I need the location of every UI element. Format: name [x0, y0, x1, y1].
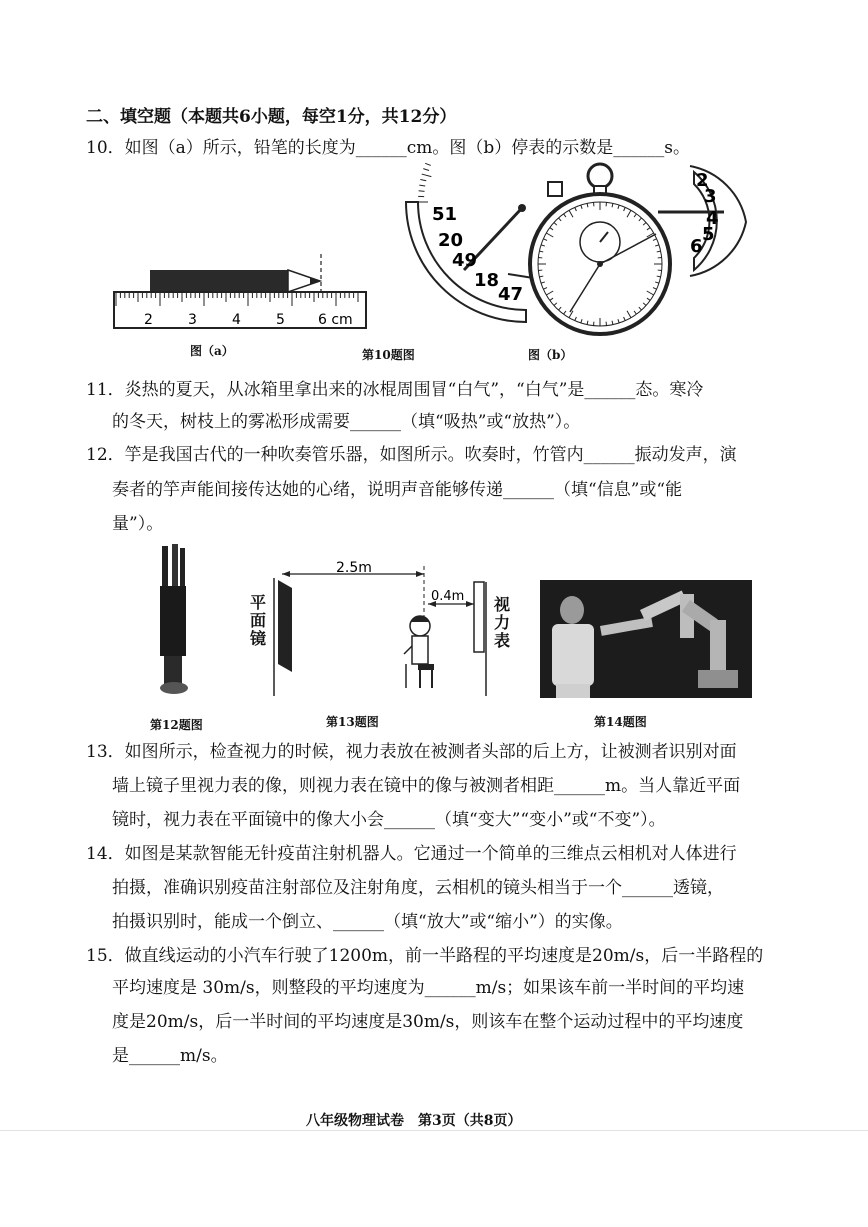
section-title: 二、填空题（本题共6小题，每空1分，共12分） — [86, 107, 457, 127]
ruler-label-4: 4 — [232, 312, 241, 328]
caption-fig-10: 第10题图 — [362, 348, 415, 362]
inner-label-2: 2 — [696, 170, 709, 191]
inner-label-5: 5 — [702, 224, 715, 245]
inner-label-3: 3 — [704, 186, 717, 207]
outer-label-51: 51 — [432, 204, 458, 225]
outer-label-18: 18 — [474, 270, 500, 291]
chart-label: 视力表 — [494, 595, 511, 650]
mirror-label: 平面镜 — [250, 593, 267, 648]
inner-label-6: 6 — [690, 236, 703, 257]
question-10-text: 10．如图（a）所示，铅笔的长度为______cm。图（b）停表的示数是______s。 — [86, 138, 691, 158]
question-13-line2: 墙上镜子里视力表的像，则视力表在镜中的像与被测者相距______m。当人靠近平面 — [112, 776, 741, 796]
figure-10a-ruler-pencil — [110, 248, 372, 334]
footer-divider — [0, 1130, 868, 1131]
inner-label-4: 4 — [706, 208, 719, 229]
question-12-line2: 奏者的竽声能间接传达她的心绪，说明声音能够传递______（填“信息”或“能 — [112, 480, 683, 500]
caption-fig-a: 图（a） — [190, 344, 234, 358]
watch-crown-ring — [588, 164, 612, 188]
question-15-line1: 15．做直线运动的小汽车行驶了1200m，前一半路程的平均速度是20m/s，后一半路程的 — [86, 946, 764, 966]
figure-14-robot-photo — [540, 580, 752, 698]
caption-fig-12: 第12题图 — [150, 718, 203, 732]
watch-button — [548, 182, 562, 196]
question-15-line3: 度是20m/s，后一半时间的平均速度是30m/s，则该车在整个运动过程中的平均速度 — [112, 1012, 744, 1032]
question-14-line1: 14．如图是某款智能无针疫苗注射机器人。它通过一个简单的三维点云相机对人体进行 — [86, 844, 737, 864]
eye-chart-shape — [474, 582, 484, 652]
question-15-line4: 是______m/s。 — [112, 1046, 228, 1066]
ruler-label-6cm: 6 cm — [318, 312, 353, 328]
ruler-label-5: 5 — [276, 312, 285, 328]
mirror-shape — [278, 580, 292, 672]
distance-0-4m: 0.4m — [431, 589, 465, 604]
question-13-line1: 13．如图所示，检查视力的时候，视力表放在被测者头部的后上方，让被测者识别对面 — [86, 742, 737, 762]
question-11-line2: 的冬天，树枝上的雾凇形成需要______（填“吸热”或“放热”）。 — [112, 412, 581, 432]
page-footer: 八年级物理试卷 第3页（共8页） — [306, 1113, 522, 1129]
pencil-body — [150, 270, 288, 292]
outer-label-47: 47 — [498, 284, 524, 305]
figure-13-eye-test — [248, 560, 518, 700]
ruler-label-3: 3 — [188, 312, 197, 328]
ruler-label-2: 2 — [144, 312, 153, 328]
question-15-line2: 平均速度是 30m/s，则整段的平均速度为______m/s；如果该车前一半时间的平均速 — [112, 978, 745, 998]
caption-fig-13: 第13题图 — [326, 715, 379, 729]
question-13-line3: 镜时，视力表在平面镜中的像大小会______（填“变大”“变小”或“不变”）。 — [112, 810, 666, 830]
caption-fig-14: 第14题图 — [594, 715, 647, 729]
caption-fig-b: 图（b） — [528, 348, 573, 362]
question-12-line1: 12．竽是我国古代的一种吹奏管乐器，如图所示。吹奏时，竹管内______振动发声，演 — [86, 445, 737, 465]
question-11-line1: 11．炎热的夏天，从冰箱里拿出来的冰棍周围冒“白气”，“白气”是______态。寒冷 — [86, 380, 704, 400]
outer-label-20: 20 — [438, 230, 464, 251]
figure-10b-stopwatch — [396, 162, 758, 340]
question-12-line3: 量”）。 — [112, 514, 164, 534]
distance-2-5m: 2.5m — [336, 560, 372, 576]
figure-12-instrument-image — [150, 542, 200, 698]
question-14-line3: 拍摄识别时，能成一个倒立、______（填“放大”或“缩小”）的实像。 — [112, 912, 623, 932]
question-14-line2: 拍摄，准确识别疫苗注射部位及注射角度，云相机的镜头相当于一个______透镜， — [112, 878, 724, 898]
outer-label-49: 49 — [452, 250, 478, 271]
